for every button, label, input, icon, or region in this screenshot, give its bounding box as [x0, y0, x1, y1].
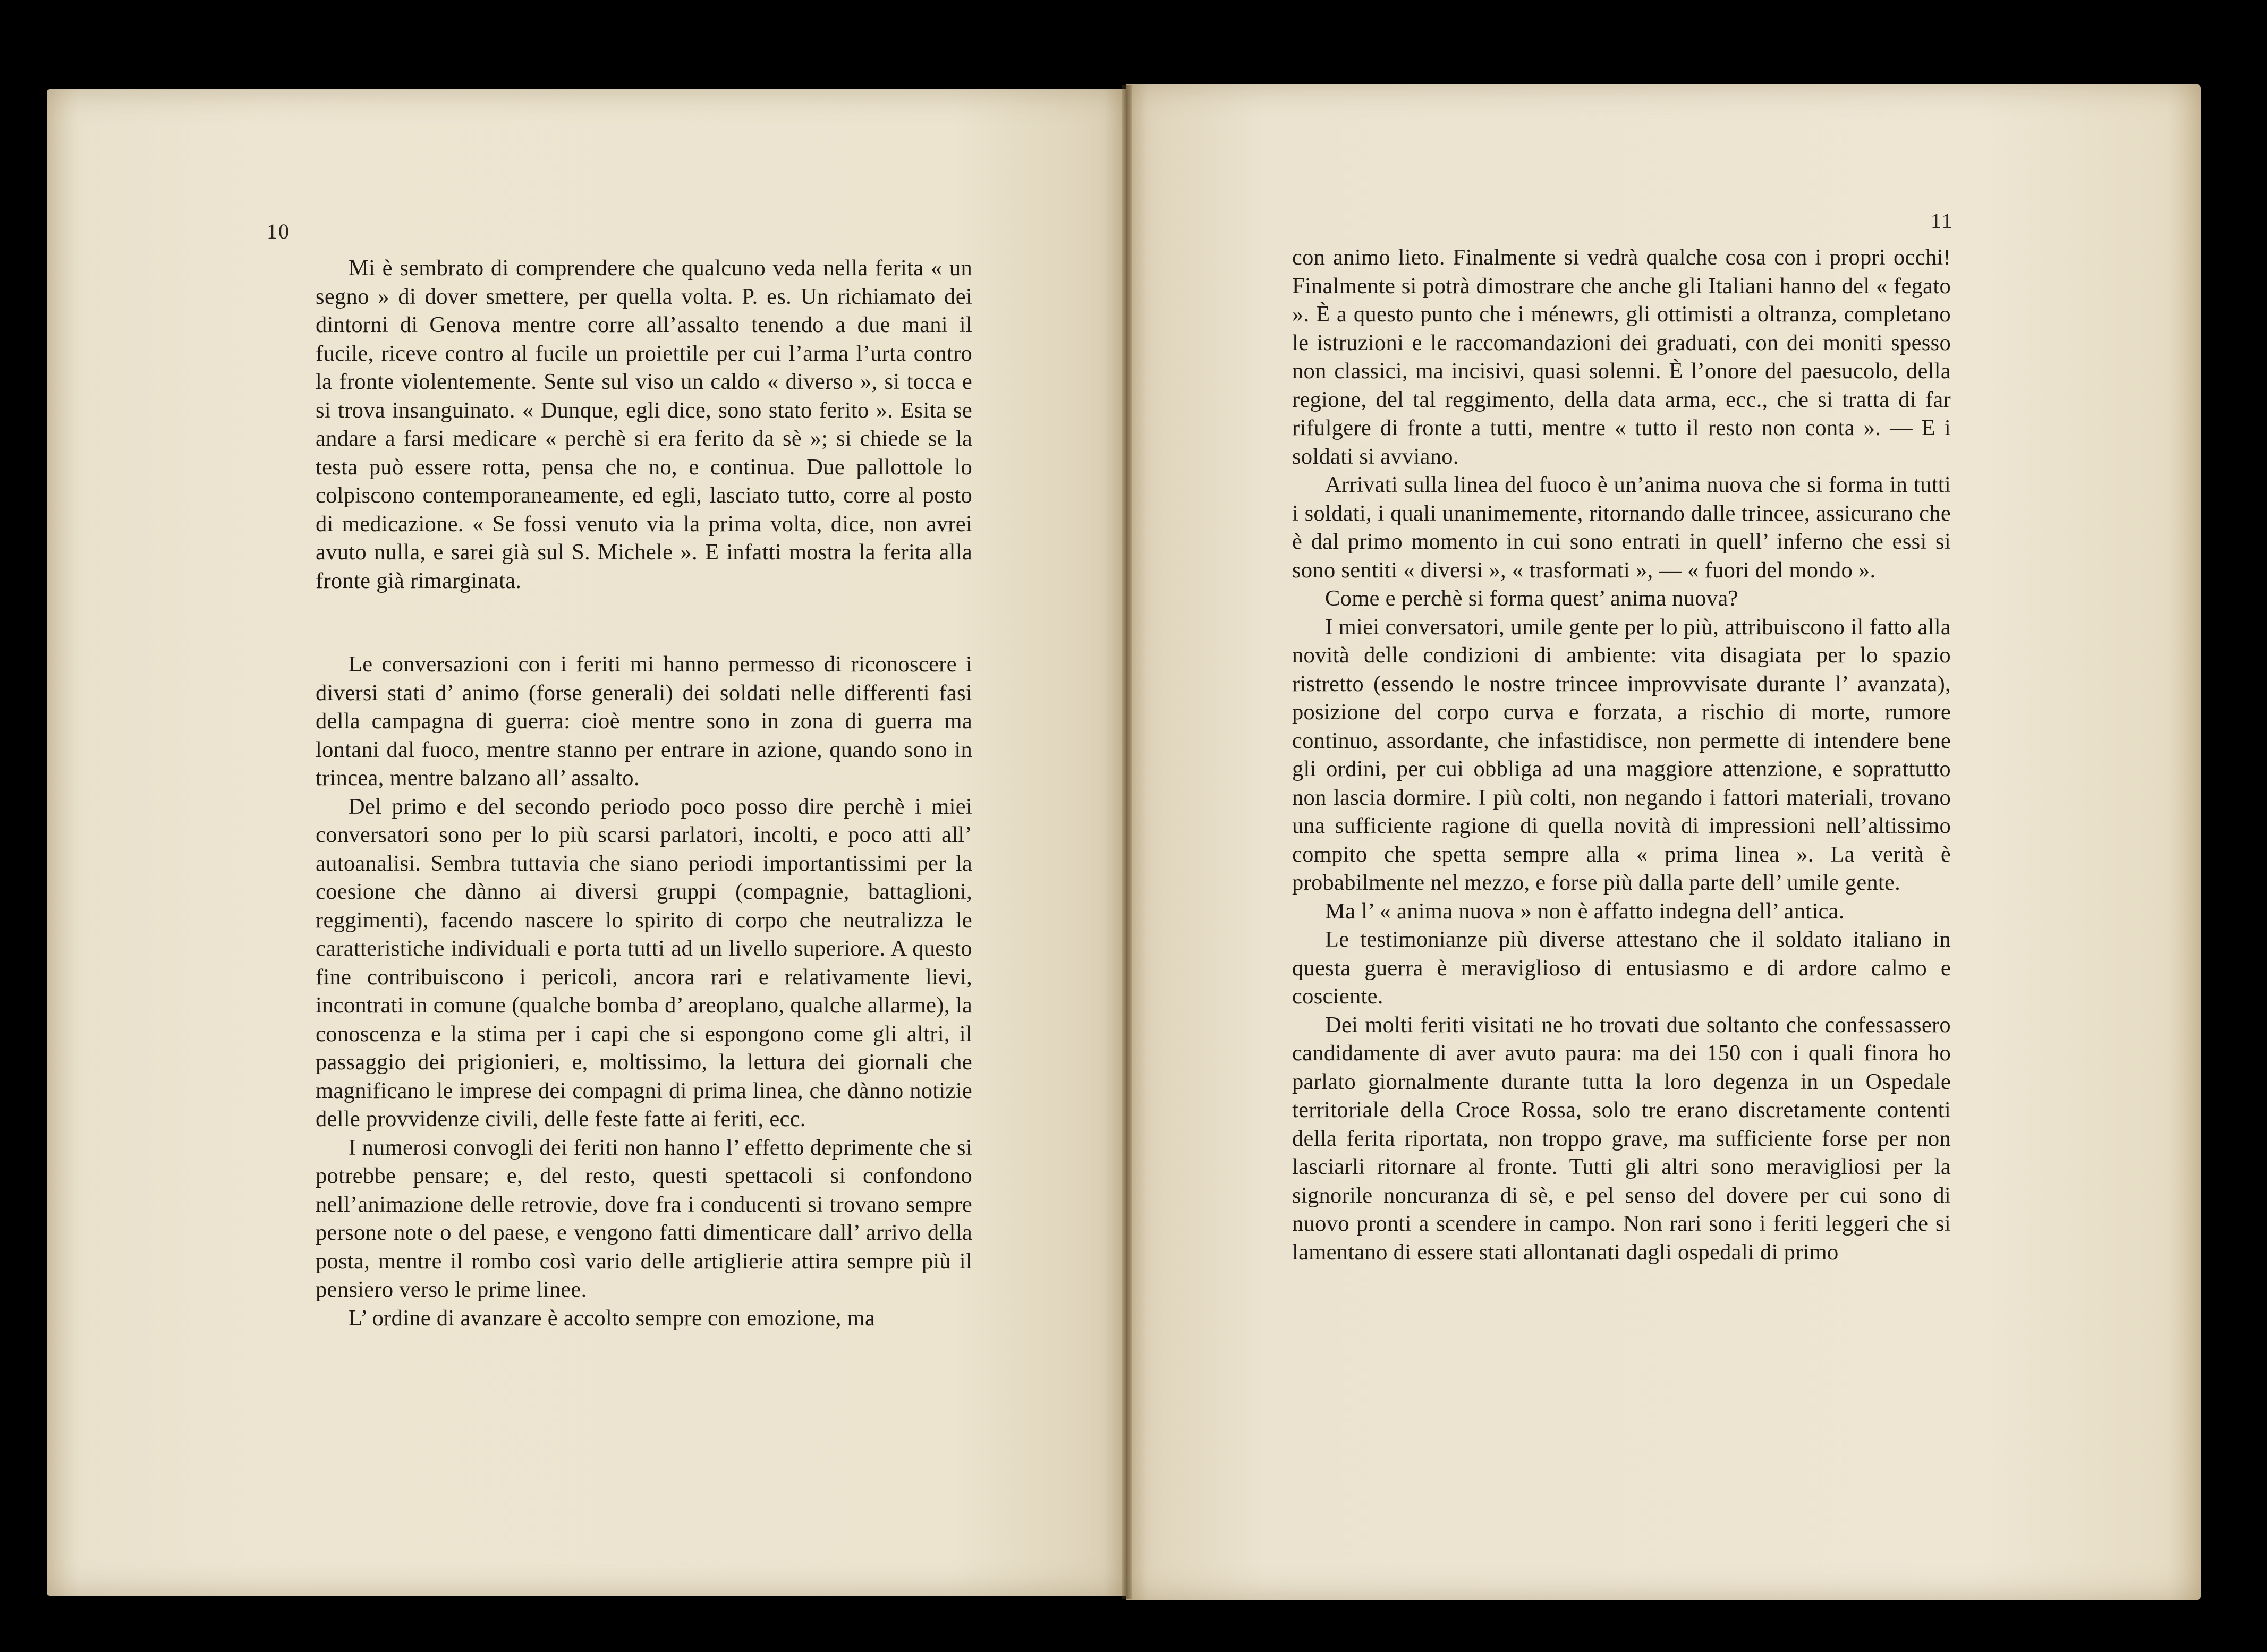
- right-page-number: 11: [1931, 209, 1954, 233]
- right-paragraph-5: Ma l’ « anima nuova » non è affatto indegna dell’ antica.: [1325, 898, 1845, 924]
- left-paragraph-2: Le conversazioni con i feriti mi hanno permesso di riconoscere i diversi stati d’ animo (forse generali) dei soldati nelle differenti fasi della campagna di guerra: cioè mentre sono in zona di guerra ma lontani dal fuoco, mentre stanno per entrare in azione, quando sono in trincea, mentre balzano all’ assalto.: [316, 652, 972, 790]
- right-paragraph-2: Arrivati sulla linea del fuoco è un’anima nuova che si forma in tutti i soldati, i quali unanimemente, ritornando dalle trincee, assicurano che è dal primo momento in cui sono entrati in quell’ inferno che essi si sono sentiti « diversi », « trasformati », — « fuori del mondo ».: [1292, 472, 1951, 583]
- left-page-number: 10: [267, 219, 290, 243]
- left-paragraph-1: Mi è sembrato di comprendere che qualcuno veda nella ferita « un segno » di dover smettere, per quella volta. P. es. Un richiamato dei dintorni di Genova mentre corre all’assalto tenendo a due mani il fucile, riceve contro al fucile un proiettile per cui l’arma l’urta contro la fronte violentemente. Sente sul viso un caldo « diverso », si tocca e si trova insanguinato. « Dunque, egli dice, sono stato ferito ». Esita se andare a farsi medicare « perchè si era ferito da sè »; si chiede se la testa può essere rotta, pensa che no, e continua. Due pallottole lo colpiscono contemporaneamente, ed egli, lasciato tutto, corre al posto di medicazione. « Se fossi venuto via la prima volta, dice, non avrei avuto nulla, e sarei già sul S. Michele ». E infatti mostra la ferita alla fronte già rimarginata.: [316, 256, 972, 593]
- right-paragraph-4: I miei conversatori, umile gente per lo più, attribuiscono il fatto alla novità delle condizioni di ambiente: vita disagiata per lo spazio ristretto (essendo le nostre trincee improvvisate durante l’ avanzata), posizione del corpo curva e forzata, a rischio di morte, rumore continuo, assordante, che infastidisce, non permette di intendere bene gli ordini, per cui obbliga ad una maggiore attenzione, e soprattutto non lascia dormire. I più colti, non negando i fattori materiali, trovano una sufficiente ragione di quella novità di impressioni nell’altissimo compito che spetta sempre alla « prima linea ». La verità è probabilmente nel mezzo, e forse più dalla parte dell’ umile gente.: [1292, 614, 1951, 895]
- left-page-text: [316, 254, 972, 1332]
- right-paragraph-7: Dei molti feriti visitati ne ho trovati due soltanto che confessassero candidamente di aver avuto paura: ma dei 150 con i quali finora ho parlato giornalmente durante tutta la loro degenza in un Ospedale territoriale della Croce Rossa, solo tre erano discretamente contenti della ferita riportata, non troppo grave, ma sufficiente forse per non lasciarli ritornare al fronte. Tutti gli altri sono meravigliosi per la signorile noncuranza di sè, e pel senso del dovere per cui sono di nuovo pronti a scendere in campo. Non rari sono i feriti leggeri che si lamentano di essere stati allontanati dagli ospedali di primo: [1292, 1012, 1951, 1265]
- section-break: [316, 595, 972, 650]
- left-paragraph-5: L’ ordine di avanzare è accolto sempre con emozione, ma: [349, 1305, 876, 1331]
- left-paragraph-4: I numerosi convogli dei feriti non hanno l’ effetto deprimente che si potrebbe pensare; e, del resto, questi spettacoli si confondono nell’animazione delle retrovie, dove fra i conducenti si trovano sempre persone note o del paese, e vengono fatti dimenticare dall’ arrivo della posta, mentre il rombo così vario delle artiglierie attira sempre più il pensiero verso le prime linee.: [316, 1135, 972, 1302]
- right-paragraph-6: Le testimonianze più diverse attestano che il soldato italiano in questa guerra è meraviglioso di entusiasmo e di ardore calmo e cosciente.: [1292, 927, 1951, 1009]
- left-paragraph-3: Del primo e del secondo periodo poco posso dire perchè i miei conversatori sono per lo più scarsi parlatori, incolti, e poco atti all’ autoanalisi. Sembra tuttavia che siano periodi importantissimi per la coesione che dànno ai diversi gruppi (compagnie, battaglioni, reggimenti), facendo nascere lo spirito di corpo che neutralizza le caratteristiche individuali e porta tutti ad un livello superiore. A questo fine contribuiscono i pericoli, ancora rari e relativamente lievi, incontrati in comune (qualche bomba d’ areoplano, qualche allarme), la conoscenza e la stima per i capi che si espongono come gli altri, il passaggio dei prigionieri, e, moltissimo, la lettura dei giornali che magnificano le imprese dei compagni di prima linea, che dànno notizie delle provvidenze civili, delle feste fatte ai feriti, ecc.: [316, 794, 972, 1131]
- right-paragraph-1: con animo lieto. Finalmente si vedrà qualche cosa con i propri occhi! Finalmente si potrà dimostrare che anche gli Italiani hanno del « fegato ». È a questo punto che i ménewrs, gli ottimisti a oltranza, completano le istruzioni e le raccomandazioni dei graduati, con dei moniti spesso non classici, ma incisivi, quasi solenni. È l’onore del paesucolo, della regione, del tal reggimento, della data arma, ecc., che si tratta di far rifulgere di fronte a tutti, mentre « tutto il resto non conta ». — E i soldati si avviano.: [1292, 245, 1951, 469]
- right-paragraph-3: Come e perchè si forma quest’ anima nuova?: [1325, 586, 1738, 611]
- book-gutter: [1122, 85, 1132, 1599]
- right-page-text: [1292, 243, 1951, 1266]
